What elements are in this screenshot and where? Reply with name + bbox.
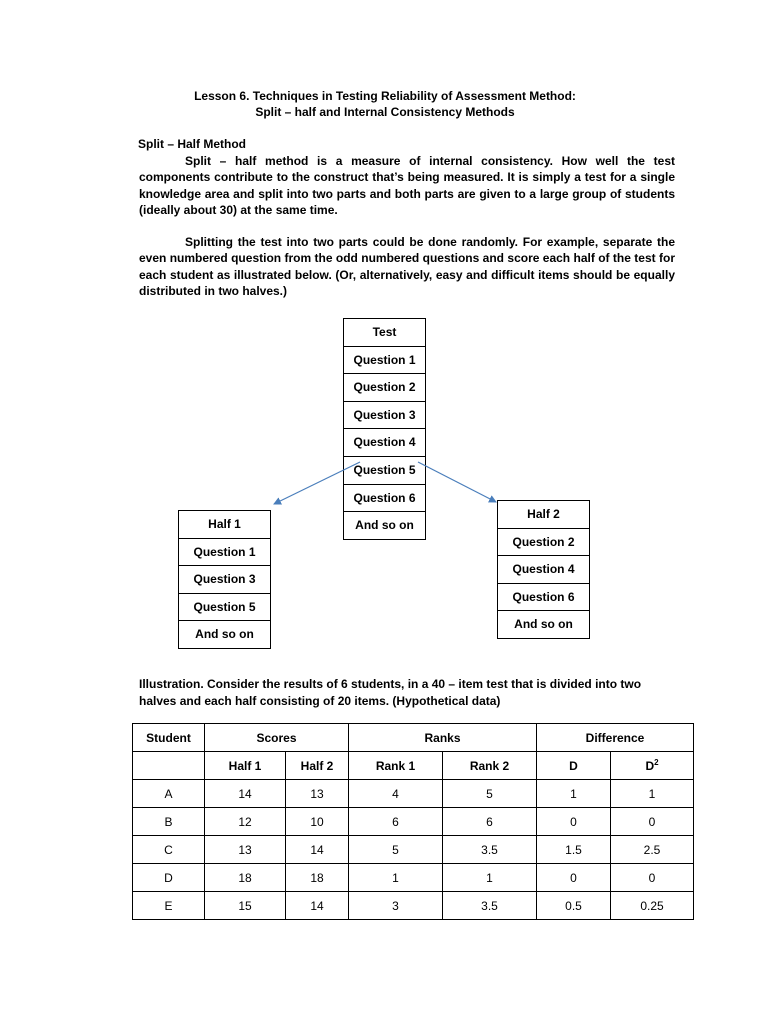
half-2-header: Half 2 — [498, 501, 589, 529]
paragraph-splitting-test: Splitting the test into two parts could be done randomly. For example, separate the even numbered question from the odd numbered questions and score each half of the test for each student as illustrated below. (Or, alternatively, easy and difficult items should be equally distributed in two halves.) — [139, 235, 675, 298]
illustration-text: Illustration. Consider the results of 6 students, in a 40 – item test that is divided into two halves and each half consisting of 20 items. (Hypothetical data) — [139, 677, 642, 708]
cell-rank-1: 5 — [349, 836, 443, 864]
header-rank-2: Rank 2 — [443, 752, 537, 780]
lesson-title-line-1: Lesson 6. Techniques in Testing Reliability of Assessment Method: — [194, 89, 576, 103]
half-1-item: Question 3 — [179, 566, 270, 594]
cell-half-1: 18 — [205, 864, 286, 892]
header-ranks: Ranks — [349, 724, 537, 752]
cell-d: 1 — [537, 780, 611, 808]
table-row — [133, 808, 694, 836]
cell-rank-2: 3.5 — [443, 836, 537, 864]
lesson-title-line-2: Split – half and Internal Consistency Methods — [255, 105, 515, 119]
table-sub-header-row — [133, 752, 694, 780]
half-2-item: Question 2 — [498, 529, 589, 557]
header-half-2: Half 2 — [286, 752, 349, 780]
test-box-item: Question 4 — [344, 429, 425, 457]
cell-d-squared: 2.5 — [611, 836, 694, 864]
test-box-item: Question 6 — [344, 485, 425, 513]
cell-rank-2: 1 — [443, 864, 537, 892]
table-group-header-row — [133, 724, 694, 752]
cell-half-1: 14 — [205, 780, 286, 808]
cell-student: A — [133, 780, 205, 808]
test-box-item: Question 5 — [344, 457, 425, 485]
cell-d-squared: 1 — [611, 780, 694, 808]
cell-half-2: 13 — [286, 780, 349, 808]
header-half-1: Half 1 — [205, 752, 286, 780]
table-row — [133, 892, 694, 920]
half-1-item: Question 1 — [179, 539, 270, 567]
arrow-to-half-2 — [418, 462, 496, 502]
section-heading: Split – Half Method — [138, 137, 246, 151]
header-student: Student — [133, 724, 205, 752]
cell-d: 0 — [537, 808, 611, 836]
cell-half-2: 14 — [286, 892, 349, 920]
table-row — [133, 780, 694, 808]
cell-rank-1: 1 — [349, 864, 443, 892]
cell-d-squared: 0.25 — [611, 892, 694, 920]
header-rank-1: Rank 1 — [349, 752, 443, 780]
cell-half-1: 13 — [205, 836, 286, 864]
half-1-item: Question 5 — [179, 594, 270, 622]
test-box-item: Question 1 — [344, 347, 425, 375]
header-d: D — [537, 752, 611, 780]
header-scores: Scores — [205, 724, 349, 752]
cell-rank-1: 3 — [349, 892, 443, 920]
test-box-header: Test — [344, 319, 425, 347]
test-box-item: Question 2 — [344, 374, 425, 402]
table-row — [133, 864, 694, 892]
cell-half-1: 12 — [205, 808, 286, 836]
header-difference: Difference — [537, 724, 694, 752]
header-blank — [133, 752, 205, 780]
cell-rank-1: 6 — [349, 808, 443, 836]
cell-rank-2: 5 — [443, 780, 537, 808]
cell-d-squared: 0 — [611, 808, 694, 836]
half-2-item: Question 6 — [498, 584, 589, 612]
cell-student: B — [133, 808, 205, 836]
test-box-item: Question 3 — [344, 402, 425, 430]
arrow-to-half-1 — [274, 462, 360, 504]
half-2-item: Question 4 — [498, 556, 589, 584]
cell-rank-1: 4 — [349, 780, 443, 808]
cell-d: 0.5 — [537, 892, 611, 920]
results-table — [132, 723, 694, 920]
cell-d: 0 — [537, 864, 611, 892]
test-box-item: And so on — [355, 518, 414, 533]
cell-rank-2: 6 — [443, 808, 537, 836]
cell-half-1: 15 — [205, 892, 286, 920]
half-1-header: Half 1 — [179, 511, 270, 539]
paragraph-split-half-definition: Split – half method is a measure of internal consistency. How well the test components contribute to the construct that’s being measured. It is simply a test for a single knowledge area and split into two parts and both parts are given to a large group of students (ideally about 30) at the same time. — [139, 154, 675, 217]
cell-half-2: 14 — [286, 836, 349, 864]
half-1-item: And so on — [195, 627, 254, 642]
cell-student: E — [133, 892, 205, 920]
cell-rank-2: 3.5 — [443, 892, 537, 920]
header-d-squared: $D^2$ — [611, 752, 694, 780]
cell-half-2: 10 — [286, 808, 349, 836]
cell-d: 1.5 — [537, 836, 611, 864]
half-2-item: And so on — [514, 617, 573, 632]
cell-student: C — [133, 836, 205, 864]
table-row — [133, 836, 694, 864]
cell-student: D — [133, 864, 205, 892]
cell-half-2: 18 — [286, 864, 349, 892]
cell-d-squared: 0 — [611, 864, 694, 892]
